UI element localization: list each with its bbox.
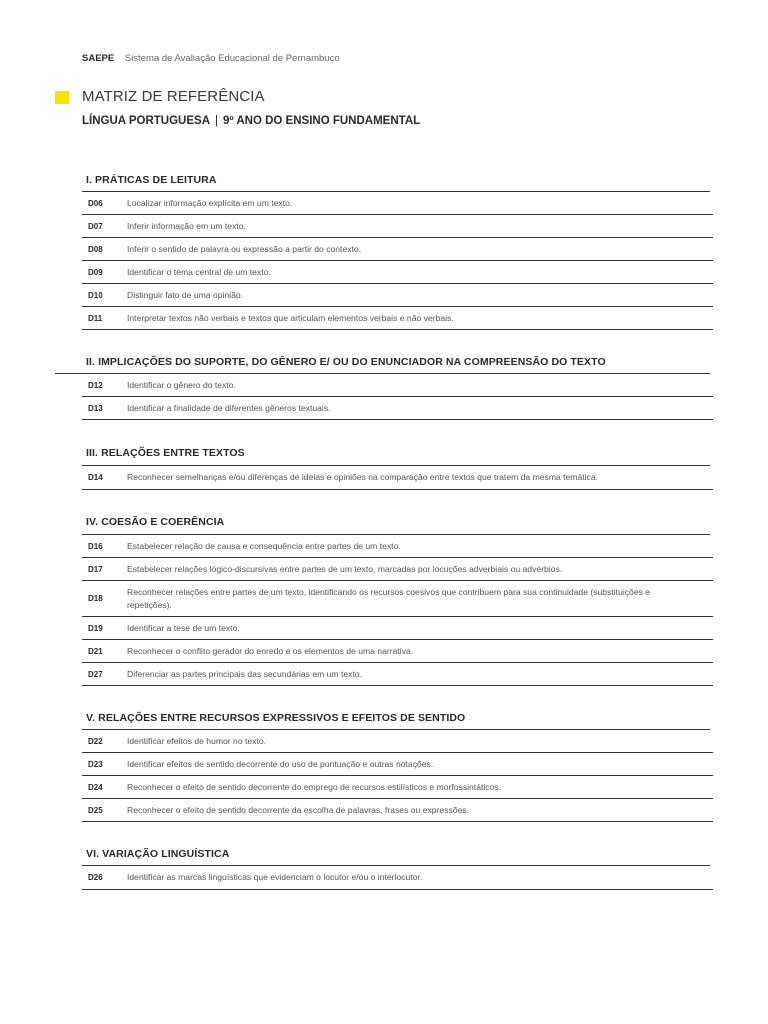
descriptor-text: Inferir o sentido de palavra ou expressão a partir do contexto. [127,243,362,254]
descriptor-code: D27 [88,669,103,679]
descriptor-code: D06 [88,198,103,208]
descriptor-code: D14 [88,473,103,482]
descriptor-text: Reconhecer semelhanças e/ou diferenças de ideias e opiniões na comparação entre textos que tratem da mesma temática. [127,472,599,483]
descriptor-row [82,535,713,558]
descriptor-row [82,730,713,753]
section-title: I. PRÁTICAS DE LEITURA [86,174,217,186]
descriptor-code: D23 [88,759,103,769]
descriptor-code: D26 [88,873,103,882]
descriptor-list [82,866,713,890]
descriptor-text: Reconhecer o efeito de sentido decorrente do emprego de recursos estilísticos e morfossintáticos. [127,781,502,792]
descriptor-row [82,558,713,581]
descriptor-text: Localizar informação explícita em um texto. [127,197,293,208]
descriptor-text: Estabelecer relações lógico-discursivas entre partes de um texto, marcadas por locuções adverbiais ou advérbios. [127,563,563,574]
descriptor-code: D12 [88,380,103,390]
descriptor-row [82,374,713,397]
descriptor-code: D21 [88,646,103,656]
subject-label: LÍNGUA PORTUGUESA [82,115,210,127]
descriptor-text: Reconhecer o conflito gerador do enredo e os elementos de uma narrativa. [127,645,414,656]
descriptor-code: D22 [88,736,103,746]
descriptor-code: D13 [88,403,103,413]
section-title: II. IMPLICAÇÕES DO SUPORTE, DO GÊNERO E/ OU DO ENUNCIADOR NA COMPREENSÃO DO TEXTO [86,356,606,368]
descriptor-text: Interpretar textos não verbais e textos que articulam elementos verbais e não verbais. [127,312,454,323]
descriptor-text: Identificar as marcas linguísticas que evidenciam o locutor e/ou o interlocutor. [127,872,423,883]
descriptor-list [82,192,713,330]
descriptor-text: Identificar o tema central de um texto. [127,266,271,277]
descriptor-code: D24 [88,782,103,792]
descriptor-code: D07 [88,221,103,231]
section-title: IV. COESÃO E COERÊNCIA [86,516,225,528]
descriptor-text: Identificar efeitos de humor no texto. [127,735,267,746]
descriptor-code: D09 [88,267,103,277]
descriptor-list [82,730,713,822]
descriptor-list [82,466,713,490]
descriptor-list [82,535,713,686]
descriptor-row [82,799,713,822]
descriptor-text: Reconhecer relações entre partes de um texto, identificando os recursos coesivos que contribuem para sua continuidade (substituições e repetições). [127,587,651,610]
brand-full-name: Sistema de Avaliação Educacional de Pernambuco [124,53,340,64]
descriptor-row [82,776,713,799]
descriptor-row [82,617,713,640]
section-title: III. RELAÇÕES ENTRE TEXTOS [86,447,245,459]
descriptor-row [82,466,713,490]
descriptor-text: Identificar efeitos de sentido decorrente do uso de pontuação e outras notações. [127,758,434,769]
descriptor-row [82,663,713,686]
brand-acronym: SAEPE [82,53,115,64]
descriptor-text: Identificar o gênero do texto. [127,379,236,390]
descriptor-row [82,215,713,238]
descriptor-code: D17 [88,564,103,574]
descriptor-text: Estabelecer relação de causa e consequência entre partes de um texto. [127,540,401,551]
descriptor-text: Reconhecer o efeito de sentido decorrente da escolha de palavras, frases ou expressões. [127,804,470,815]
page-title: MATRIZ DE REFERÊNCIA [82,88,265,105]
descriptor-code: D11 [88,313,103,323]
descriptor-code: D08 [88,244,103,254]
descriptor-code: D10 [88,290,103,300]
descriptor-row [82,581,713,617]
descriptor-row [82,307,713,330]
descriptor-row [82,397,713,420]
page-header [82,53,340,64]
descriptor-code: D16 [88,541,103,551]
descriptor-code: D18 [88,594,103,603]
page-subtitle [82,115,420,127]
descriptor-text: Diferenciar as partes principais das secundárias em um texto. [127,668,363,679]
descriptor-text: Identificar a tese de um texto. [127,622,240,633]
descriptor-row [82,866,713,890]
subtitle-separator: | [215,115,218,127]
grade-label: 9º ANO DO ENSINO FUNDAMENTAL [223,115,421,127]
section-title: VI. VARIAÇÃO LINGUÍSTICA [86,848,230,860]
descriptor-row [82,238,713,261]
accent-square-icon [55,91,69,104]
descriptor-code: D25 [88,805,103,815]
descriptor-text: Identificar a finalidade de diferentes gêneros textuais. [127,402,331,413]
descriptor-row [82,284,713,307]
descriptor-row [82,261,713,284]
descriptor-list [82,374,713,420]
descriptor-text: Distinguir fato de uma opinião. [127,289,244,300]
section-title: V. RELAÇÕES ENTRE RECURSOS EXPRESSIVOS E EFEITOS DE SENTIDO [86,712,466,724]
descriptor-row [82,753,713,776]
descriptor-code: D19 [88,623,103,633]
descriptor-row [82,192,713,215]
descriptor-text: Inferir informação em um texto. [127,220,246,231]
descriptor-row [82,640,713,663]
